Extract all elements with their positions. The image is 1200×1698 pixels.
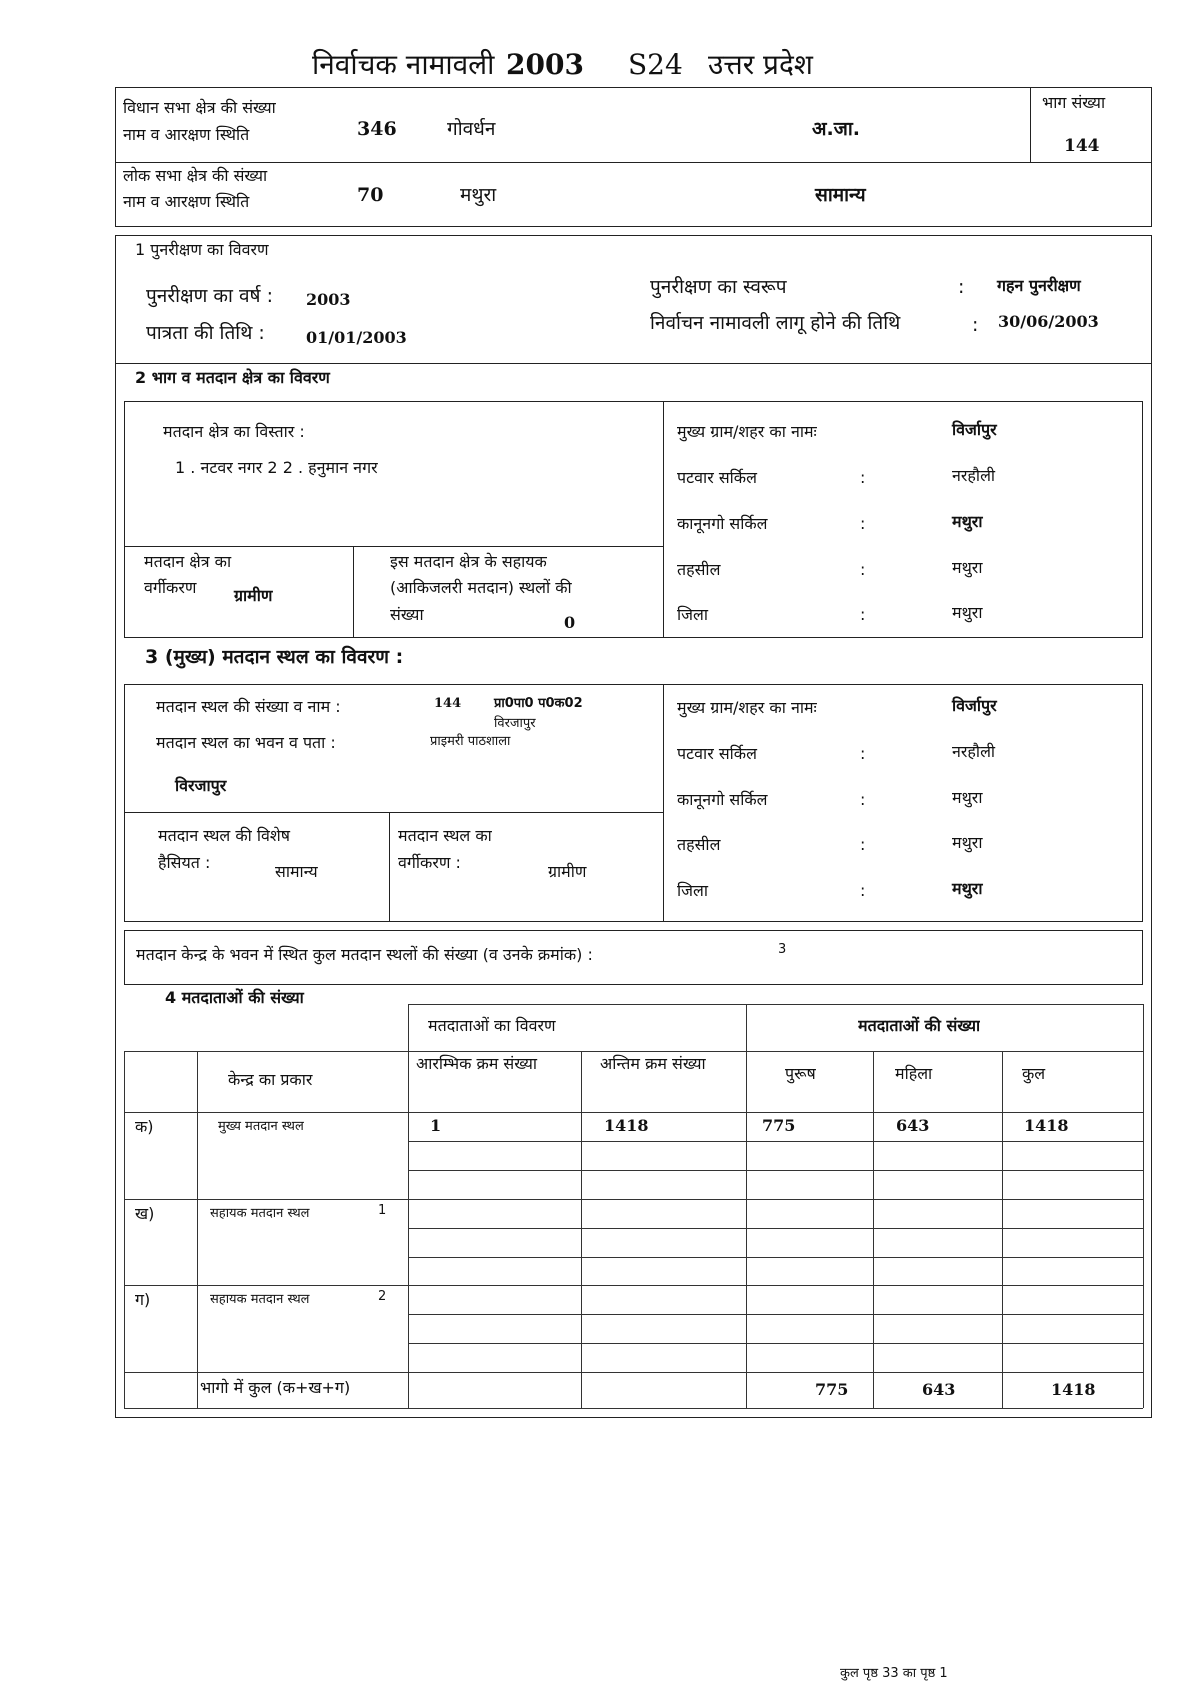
- col-male: पुरूष: [785, 1064, 816, 1083]
- station-kanungo-value: मथुरा: [952, 788, 983, 807]
- eligibility-label: पात्रता की तिथि :: [146, 322, 265, 344]
- district-label: जिला: [677, 605, 709, 624]
- kanungo-value: मथुरा: [952, 512, 983, 531]
- details-header: मतदाताओं का विवरण: [428, 1016, 556, 1035]
- lok-number: 70: [357, 184, 384, 206]
- row-index: क): [135, 1117, 154, 1136]
- station-label: मतदान स्थल की संख्या व नाम :: [156, 697, 341, 716]
- row-type: सहायक मतदान स्थल: [210, 1292, 310, 1307]
- total-total: 1418: [1051, 1380, 1096, 1399]
- station-tehsil-label: तहसील: [677, 835, 721, 854]
- section2-heading: 2 भाग व मतदान क्षेत्र का विवरण: [135, 368, 330, 387]
- village-label: मुख्य ग्राम/शहर का नामः: [677, 422, 817, 441]
- state-code: S24: [628, 48, 683, 81]
- station-patwar-value: नरहौली: [952, 742, 996, 761]
- row-type: मुख्य मतदान स्थल: [218, 1119, 304, 1134]
- building-label: मतदान स्थल का भवन व पता :: [156, 733, 336, 752]
- total-male: 775: [815, 1380, 849, 1399]
- building-value: प्राइमरी पाठशाला: [430, 734, 511, 749]
- station-patwar-label: पटवार सर्किल: [677, 744, 757, 763]
- station-district-value: मथुरा: [952, 879, 983, 898]
- classification-label: मतदान क्षेत्र का: [144, 552, 232, 571]
- revision-heading: 1 पुनरीक्षण का विवरण: [135, 240, 269, 259]
- part-number: 144: [1064, 136, 1100, 156]
- station-category-value: ग्रामीण: [548, 862, 587, 881]
- row-number: 2: [378, 1289, 387, 1304]
- address-value: विरजापुर: [175, 776, 227, 795]
- lok-name: मथुरा: [460, 184, 497, 206]
- col-centre-type: केन्द्र का प्रकार: [228, 1070, 313, 1089]
- row-male: 775: [762, 1116, 796, 1135]
- total-label: भागो में कुल (क+ख+ग): [200, 1378, 351, 1397]
- station-district-label: जिला: [677, 881, 709, 900]
- effective-date-value: 30/06/2003: [998, 312, 1099, 331]
- state-name: उत्तर प्रदेश: [708, 48, 813, 81]
- revision-type-label: पुनरीक्षण का स्वरूप: [650, 276, 787, 298]
- extent-label: मतदान क्षेत्र का विस्तार :: [163, 422, 305, 441]
- row-female: 643: [896, 1116, 930, 1135]
- document-title: निर्वाचक नामावली: [312, 48, 495, 81]
- revision-year-value: 2003: [306, 290, 351, 309]
- station-kanungo-label: कानूनगो सर्किल: [677, 790, 768, 809]
- centre-count-label: मतदान केन्द्र के भवन में स्थित कुल मतदान स्थलों की संख्या (व उनके क्रमांक) :: [136, 945, 593, 964]
- aux-count-value: 0: [564, 613, 576, 632]
- vidhan-number: 346: [357, 118, 397, 140]
- row-end: 1418: [604, 1116, 649, 1135]
- row-number: 1: [378, 1203, 387, 1218]
- station-village-value: विर्जापुर: [952, 696, 997, 715]
- tehsil-value: मथुरा: [952, 558, 983, 577]
- lok-label: लोक सभा क्षेत्र की संख्या: [123, 166, 268, 185]
- effective-date-label: निर्वाचन नामावली लागू होने की तिथि: [650, 312, 901, 334]
- station-status-value: सामान्य: [275, 862, 318, 881]
- centre-count-value: 3: [778, 942, 787, 957]
- station-tehsil-value: मथुरा: [952, 833, 983, 852]
- station-village-label: मुख्य ग्राम/शहर का नामः: [677, 698, 817, 717]
- patwar-value: नरहौली: [952, 466, 996, 485]
- row-index: ख): [135, 1204, 155, 1223]
- col-end-serial: अन्तिम क्रम संख्या: [600, 1054, 706, 1073]
- tehsil-label: तहसील: [677, 560, 721, 579]
- col-female: महिला: [895, 1064, 933, 1083]
- station-number: 144: [434, 696, 462, 711]
- station-name-2: विरजापुर: [494, 716, 536, 731]
- vidhan-name: गोवर्धन: [447, 118, 496, 140]
- station-status-label: मतदान स्थल की विशेष: [158, 826, 291, 845]
- count-header: मतदाताओं की संख्या: [858, 1016, 981, 1035]
- lok-label-2: नाम व आरक्षण स्थिति: [123, 192, 250, 211]
- vidhan-reservation: अ.जा.: [812, 118, 860, 140]
- voters-heading: 4 मतदाताओं की संख्या: [165, 988, 304, 1007]
- extent-value: 1 . नटवर नगर 2 2 . हनुमान नगर: [175, 458, 378, 477]
- village-value: विर्जापुर: [952, 420, 997, 439]
- vidhan-label: विधान सभा क्षेत्र की संख्या: [123, 98, 276, 117]
- station-name: प्रा0पा0 प0क02: [494, 696, 583, 711]
- section3-box: [124, 684, 1143, 922]
- station-category-label: मतदान स्थल का: [398, 826, 492, 845]
- page-info: कुल पृष्ठ 33 का पृष्ठ 1: [840, 1666, 948, 1681]
- section3-heading: 3 (मुख्य) मतदान स्थल का विवरण :: [145, 646, 404, 668]
- document-year: 2003: [506, 48, 584, 81]
- lok-reservation: सामान्य: [815, 184, 866, 206]
- kanungo-label: कानूनगो सर्किल: [677, 514, 768, 533]
- row-start: 1: [430, 1116, 442, 1135]
- aux-count-label: इस मतदान क्षेत्र के सहायक: [390, 552, 547, 571]
- col-start-serial: आरम्भिक क्रम संख्या: [416, 1054, 538, 1073]
- revision-type-value: गहन पुनरीक्षण: [997, 276, 1081, 295]
- district-value: मथुरा: [952, 603, 983, 622]
- row-index: ग): [135, 1290, 151, 1309]
- revision-year-label: पुनरीक्षण का वर्ष :: [146, 285, 273, 307]
- row-type: सहायक मतदान स्थल: [210, 1206, 310, 1221]
- patwar-label: पटवार सर्किल: [677, 468, 757, 487]
- part-label: भाग संख्या: [1042, 93, 1106, 112]
- row-total: 1418: [1024, 1116, 1069, 1135]
- total-female: 643: [922, 1380, 956, 1399]
- classification-value: ग्रामीण: [234, 586, 273, 605]
- vidhan-label-2: नाम व आरक्षण स्थिति: [123, 125, 250, 144]
- eligibility-value: 01/01/2003: [306, 328, 407, 347]
- col-total: कुल: [1022, 1064, 1046, 1083]
